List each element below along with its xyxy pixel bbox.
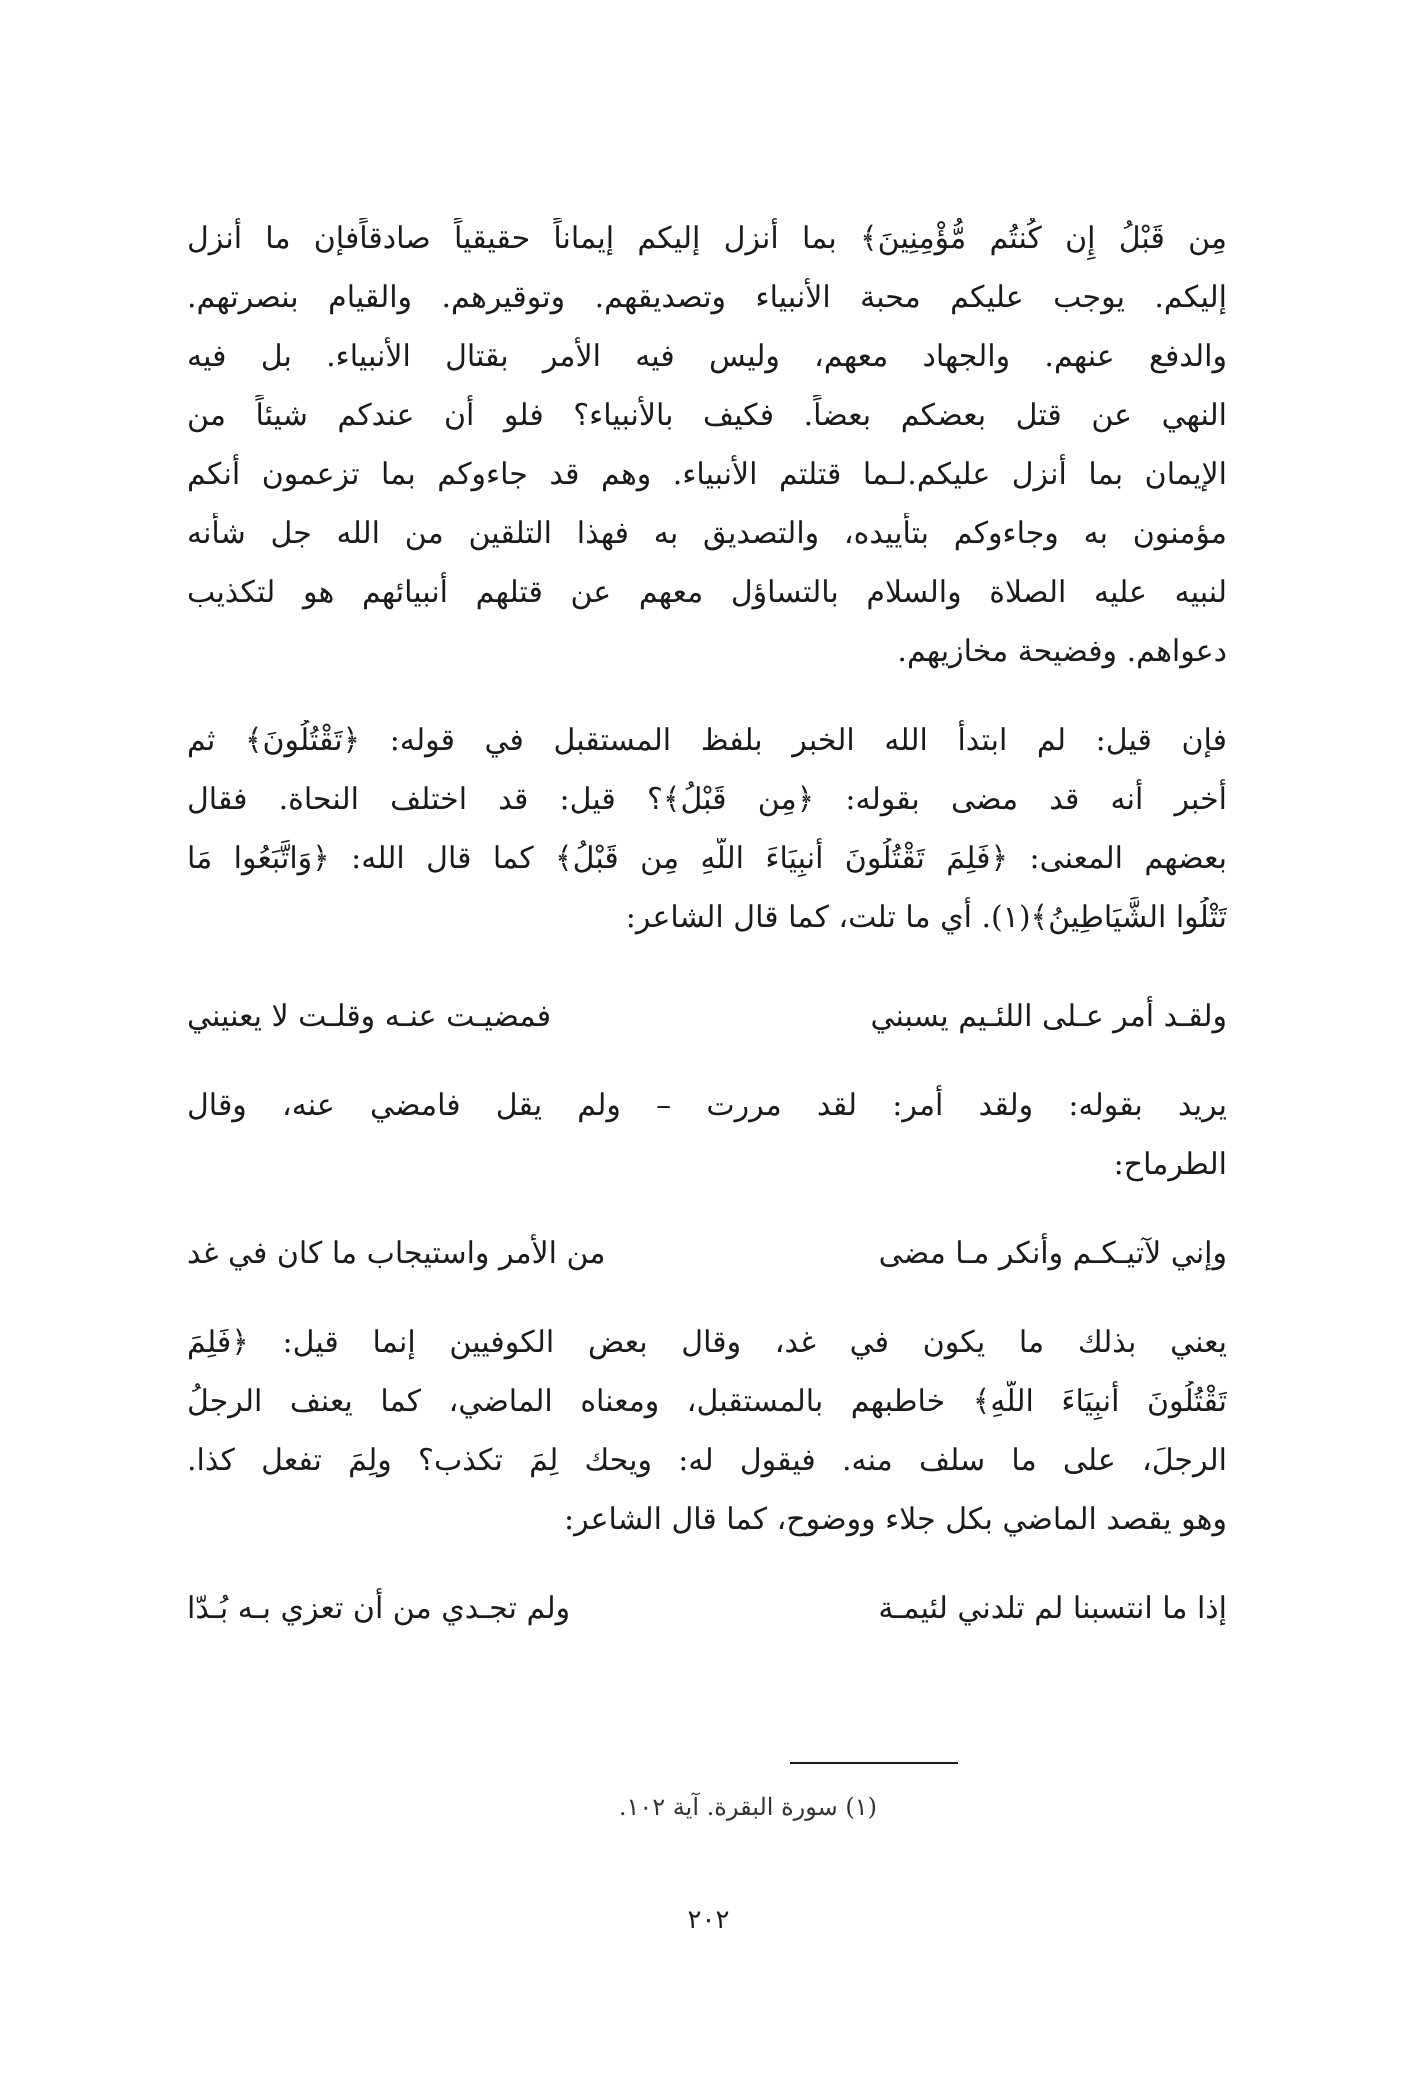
text-line-9: فإن قيل: لم ابتدأ الله الخبر بلفظ المستقبل في قوله: ﴿تَقْتُلُونَ﴾ ثم [187, 723, 1227, 758]
text-line-16: تَقْتُلُونَ أَنبِيَاءَ اللَّهِ﴾ خاطبهم بالمستقبل، ومعناه الماضي، كما يعنف الرجلُ [187, 1384, 1227, 1419]
verse-3-first-hemistich: إذا ما انتسبنا لم تلدني لئيمـة [878, 1591, 1227, 1626]
text-line-13: يريد بقوله: ولقد أمر: لقد مررت – ولم يقل فامضي عنه، وقال [187, 1088, 1227, 1123]
poem-verse-1 [187, 996, 1227, 1038]
footnote: (١) سورة البقرة. آية ١٠٢. [618, 1793, 877, 1821]
text-line-14: الطرماح: [1113, 1147, 1227, 1182]
text-line-11: بعضهم المعنى: ﴿فَلِمَ تَقْتُلُونَ أَنبِيَاءَ اللَّهِ مِن قَبْلُ﴾ كما قال الله: ﴿وَاتَّبَعُوا مَا [187, 841, 1227, 876]
verse-3-second-hemistich: ولم تجـدي من أن تعزي بـه بُـدّا [187, 1591, 571, 1626]
text-line-2: إليكم. يوجب عليكم محبة الأنبياء وتصديقهم. وتوقيرهم. والقيام بنصرتهم. [187, 280, 1227, 315]
footnote-separator [790, 1762, 958, 1764]
text-line-17: الرجلَ، على ما سلف منه. فيقول له: ويحك لِمَ تكذب؟ ولِمَ تفعل كذا. [187, 1443, 1227, 1478]
verse-1-first-hemistich: ولقـد أمر عـلى اللئـيم يسبني [870, 999, 1227, 1034]
text-line-6: مؤمنون به وجاءوكم بتأييده، والتصديق به فهذا التلقين من الله جل شأنه [187, 516, 1227, 551]
verse-1-second-hemistich: فمضيـت عنـه وقلـت لا يعنيني [187, 999, 552, 1034]
poem-verse-3 [187, 1588, 1227, 1630]
text-line-3: والدفع عنهم. والجهاد معهم، وليس فيه الأمر بقتال الأنبياء. بل فيه [187, 339, 1227, 374]
text-line-7: لنبيه عليه الصلاة والسلام بالتساؤل معهم عن قتلهم أنبيائهم هو لتكذيب [187, 575, 1227, 610]
poem-verse-2 [187, 1233, 1227, 1275]
verse-2-first-hemistich: وإني لآتيـكـم وأنكر مـا مضى [878, 1236, 1227, 1271]
text-line-10: أخبر أنه قد مضى بقوله: ﴿مِن قَبْلُ﴾؟ قيل: قد اختلف النحاة. فقال [187, 782, 1227, 817]
page-number: ٢٠٢ [687, 1905, 730, 1935]
text-line-4: النهي عن قتل بعضكم بعضاً. فكيف بالأنبياء؟ فلو أن عندكم شيئاً من [187, 398, 1227, 433]
text-line-15: يعني بذلك ما يكون في غد، وقال بعض الكوفيين إنما قيل: ﴿فَلِمَ [187, 1325, 1227, 1360]
verse-2-second-hemistich: من الأمر واستيجاب ما كان في غد [187, 1236, 606, 1271]
text-line-1: مِن قَبْلُ إِن كُنتُم مُّؤْمِنِينَ﴾ بما أنزل إليكم إيماناً حقيقياً صادقاًفإن ما أنزل [187, 221, 1227, 256]
text-line-5: الإيمان بما أنزل عليكم.لـما قتلتم الأنبياء. وهم قد جاءوكم بما تزعمون أنكم [187, 457, 1227, 492]
text-line-12: تَتْلُوا الشَّيَاطِينُ﴾(١). أي ما تلت، كما قال الشاعر: [625, 900, 1227, 935]
text-line-18: وهو يقصد الماضي بكل جلاء ووضوح، كما قال الشاعر: [564, 1502, 1227, 1537]
text-line-8: دعواهم. وفضيحة مخازيهم. [897, 634, 1227, 669]
